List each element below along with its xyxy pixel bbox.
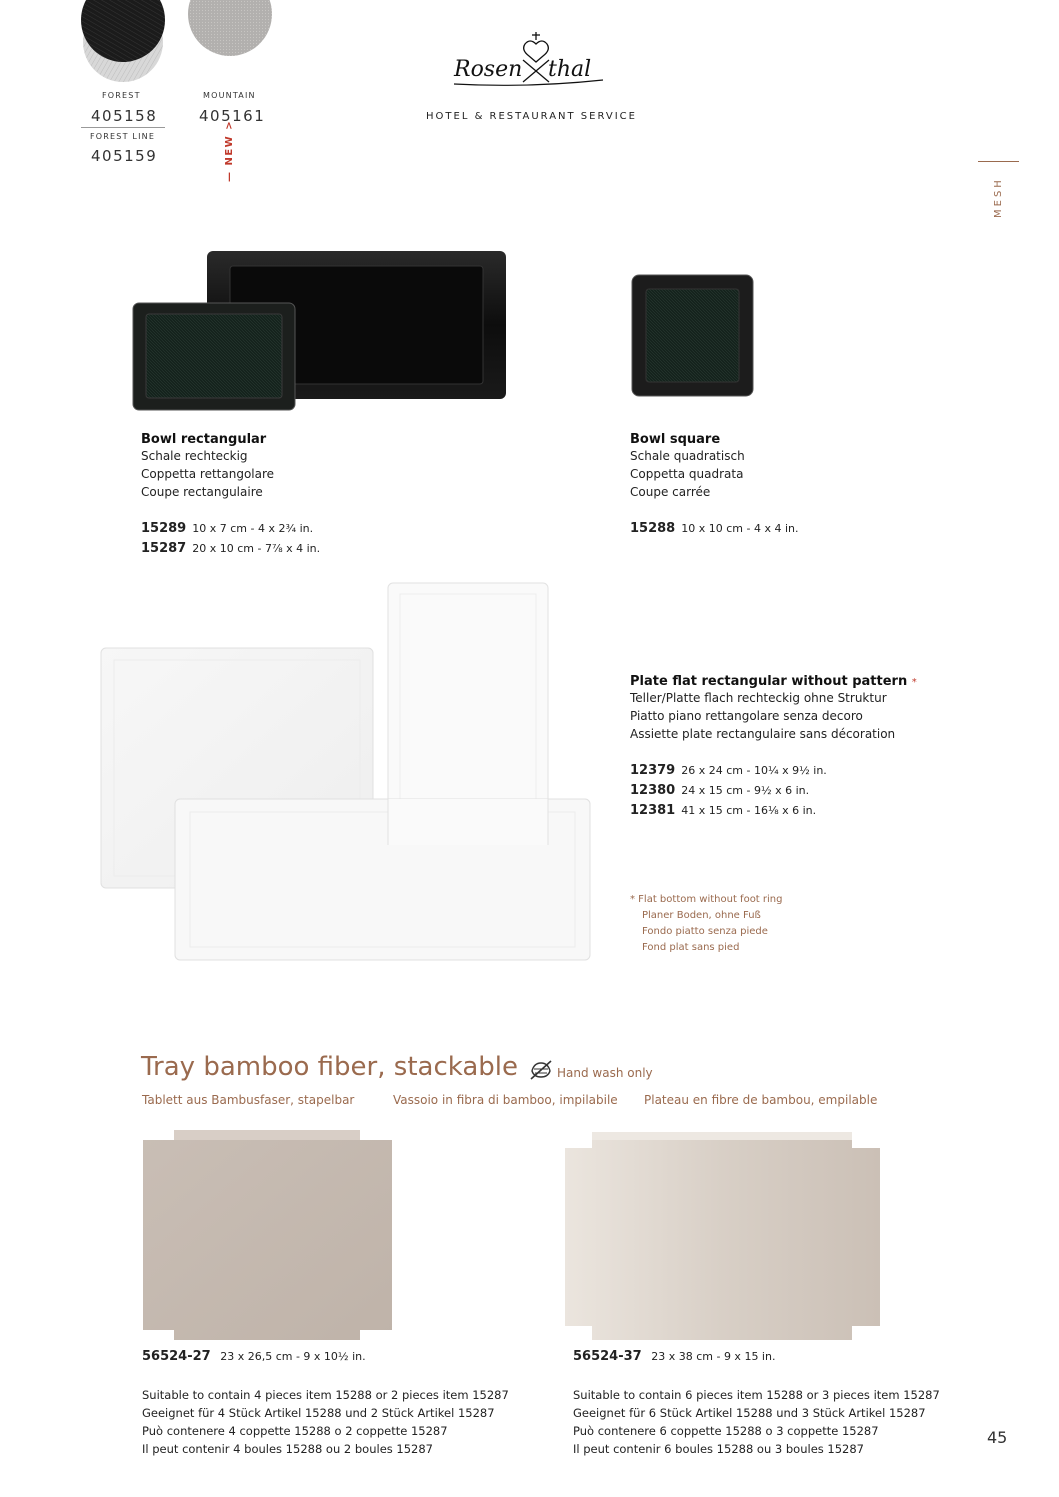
translation-de: Teller/Platte flach rechteckig ohne Struktur <box>630 691 887 705</box>
swatch-divider <box>81 127 165 128</box>
svg-text:Rosen: Rosen <box>454 57 523 82</box>
tray-small-description: Suitable to contain 4 pieces item 15288 or 2 pieces item 15287 Geeignet für 4 Stück Artikel 15288 und 2 Stück Artikel 15287 Può contenere 4 coppette 15288 o 2 coppette 15287 Il peut contenir 4 boules 15288 ou 2 boules 15287 <box>142 1388 509 1456</box>
tray-large-image <box>562 1128 884 1344</box>
tray-small-image <box>140 1126 396 1344</box>
tray-subtitle-de: Tablett aus Bambusfaser, stapelbar <box>142 1093 355 1107</box>
item-row: 15289 10 x 7 cm - 4 x 2¾ in. <box>141 521 314 536</box>
tray-large-item: 56524-37 23 x 38 cm - 9 x 15 in. <box>573 1349 776 1364</box>
item-row: 15288 10 x 10 cm - 4 x 4 in. <box>630 521 799 536</box>
rosenthal-logo <box>448 30 613 90</box>
bowl-rectangular-block <box>141 432 501 559</box>
translation-it: Piatto piano rettangolare senza decoro <box>630 709 863 723</box>
translation-it: Coppetta rettangolare <box>141 467 275 481</box>
new-badge: — NEW > <box>224 119 235 182</box>
translation-fr: Assiette plate rectangulaire sans décoration <box>630 727 896 741</box>
translation-de: Schale rechteckig <box>141 449 248 463</box>
translation-fr: Coupe rectangulaire <box>141 485 263 499</box>
side-tab-label: MESH <box>993 177 1004 218</box>
swatch-label-forest: FOREST <box>102 91 141 100</box>
swatch-images <box>78 0 278 90</box>
swatch-label-forest-line: FOREST LINE <box>90 132 156 141</box>
item-row: 15287 20 x 10 cm - 7⅞ x 4 in. <box>141 541 321 556</box>
item-row: 12380 24 x 15 cm - 9½ x 6 in. <box>630 783 810 798</box>
translation-fr: Coupe carrée <box>630 485 711 499</box>
translation-de: Schale quadratisch <box>630 449 745 463</box>
service-line: HOTEL & RESTAURANT SERVICE <box>426 111 637 122</box>
swatch-code-forest: 405158 <box>91 107 158 125</box>
bowl-square-block <box>630 432 990 539</box>
tray-small-item: 56524-27 23 x 26,5 cm - 9 x 10½ in. <box>142 1349 366 1364</box>
side-tab-rule <box>978 161 1019 162</box>
bowl-rectangular-image <box>130 248 510 418</box>
svg-text:thal: thal <box>548 57 592 82</box>
asterisk: * <box>911 677 917 688</box>
swatch-label-mountain: MOUNTAIN <box>203 91 256 100</box>
plate-flat-image <box>98 580 598 965</box>
bowl-square-image <box>630 273 755 398</box>
hand-wash-icon <box>529 1059 553 1081</box>
plate-flat-block <box>630 674 1010 821</box>
page-number: 45 <box>987 1428 1008 1447</box>
item-row: 12381 41 x 15 cm - 16⅛ x 6 in. <box>630 803 817 818</box>
bowl-square-title: Bowl square <box>630 432 721 447</box>
plate-flat-title: Plate flat rectangular without pattern * <box>630 674 917 689</box>
tray-large-description: Suitable to contain 6 pieces item 15288 or 3 pieces item 15287 Geeignet für 6 Stück Artikel 15288 und 3 Stück Artikel 15287 Può contenere 6 coppette 15288 o 3 coppette 15287 Il peut contenir 6 boules 15288 ou 3 boules 15287 <box>573 1388 940 1456</box>
item-row: 12379 26 x 24 cm - 10¼ x 9½ in. <box>630 763 827 778</box>
tray-subtitle-fr: Plateau en fibre de bambou, empilable <box>644 1093 878 1107</box>
mountain-swatch <box>188 0 272 56</box>
tray-title: Tray bamboo fiber, stackable <box>141 1052 518 1082</box>
footnote: * Flat bottom without foot ring Planer Boden, ohne Fuß Fondo piatto senza piede Fond plat sans pied <box>630 894 783 953</box>
translation-it: Coppetta quadrata <box>630 467 744 481</box>
swatch-code-mountain: 405161 <box>199 107 266 125</box>
care-label: Hand wash only <box>557 1066 653 1080</box>
tray-subtitle-it: Vassoio in fibra di bamboo, impilabile <box>393 1093 618 1107</box>
swatch-code-forest-line: 405159 <box>91 147 158 165</box>
bowl-rectangular-title: Bowl rectangular <box>141 432 267 447</box>
